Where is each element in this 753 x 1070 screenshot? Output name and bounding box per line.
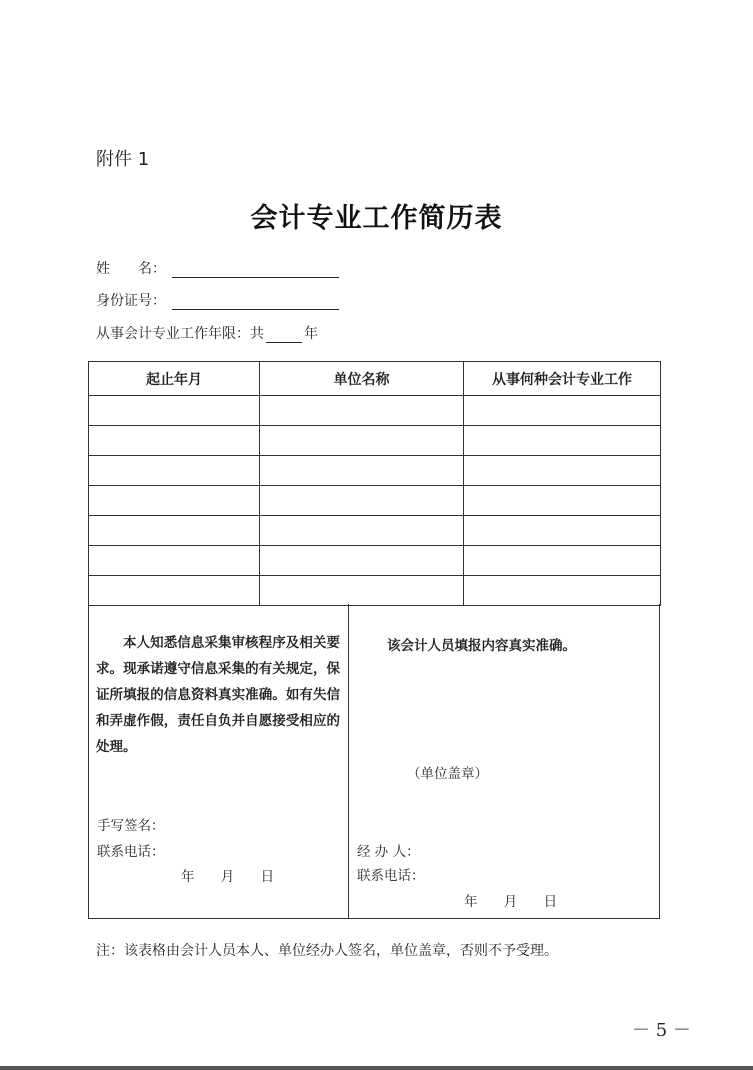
- personal-pledge-cell: [89, 604, 349, 918]
- table-cell[interactable]: [89, 396, 260, 426]
- table-cell[interactable]: [89, 546, 260, 576]
- table-cell[interactable]: [260, 456, 464, 486]
- table-row: [89, 576, 661, 606]
- pledge-text: 本人知悉信息采集审核程序及相关要求。现承诺遵守信息采集的有关规定，保证所填报的信息资料真实准确。如有失信和弄虚作假，责任自负并自愿接受相应的处理。: [96, 635, 340, 755]
- years-label: 从事会计专业工作年限：共: [96, 326, 264, 342]
- table-cell[interactable]: [464, 546, 661, 576]
- col-header-work: 从事何种会计专业工作: [464, 362, 661, 396]
- table-cell[interactable]: [260, 486, 464, 516]
- col-header-period: 起止年月: [89, 362, 260, 396]
- table-row: [89, 456, 661, 486]
- personal-date: 年 月 日: [181, 869, 275, 885]
- table-cell[interactable]: [89, 486, 260, 516]
- table-row: [89, 486, 661, 516]
- table-cell[interactable]: [89, 576, 260, 606]
- personal-phone-label: 联系电话：: [97, 844, 165, 860]
- unit-confirm-cell: [349, 604, 659, 918]
- handler-label: 经 办 人：: [357, 844, 420, 860]
- table-cell[interactable]: [464, 396, 661, 426]
- table-header-row: [89, 362, 661, 396]
- table-cell[interactable]: [260, 576, 464, 606]
- name-blank[interactable]: [172, 261, 339, 278]
- table-row: [89, 516, 661, 546]
- declaration-box: [88, 604, 660, 919]
- id-label: 身份证号：: [96, 293, 166, 309]
- table-cell[interactable]: [260, 516, 464, 546]
- signature-label: 手写签名：: [97, 818, 165, 834]
- table-row: [89, 426, 661, 456]
- col-header-unit: 单位名称: [260, 362, 464, 396]
- page-number: － 5 －: [632, 1020, 691, 1041]
- years-suffix: 年: [304, 326, 318, 342]
- table-cell[interactable]: [89, 516, 260, 546]
- years-field: [96, 323, 318, 343]
- table-row: [89, 546, 661, 576]
- table-cell[interactable]: [464, 486, 661, 516]
- table-cell[interactable]: [260, 546, 464, 576]
- id-blank[interactable]: [172, 293, 339, 310]
- unit-phone-label: 联系电话：: [357, 868, 425, 884]
- attachment-label: 附件 1: [96, 149, 150, 170]
- unit-date: 年 月 日: [464, 894, 558, 910]
- table-cell[interactable]: [260, 426, 464, 456]
- table-cell[interactable]: [89, 426, 260, 456]
- page-bottom-divider: [0, 1066, 753, 1070]
- resume-table: [88, 361, 661, 606]
- id-field: [96, 290, 339, 310]
- table-cell[interactable]: [464, 426, 661, 456]
- name-label: 姓 名：: [96, 261, 166, 277]
- table-cell[interactable]: [464, 456, 661, 486]
- years-blank[interactable]: [266, 326, 302, 343]
- table-cell[interactable]: [89, 456, 260, 486]
- page-title: 会计专业工作简历表: [250, 203, 503, 234]
- table-cell[interactable]: [464, 516, 661, 546]
- table-row: [89, 396, 661, 426]
- table-cell[interactable]: [464, 576, 661, 606]
- unit-confirm-text: 该会计人员填报内容真实准确。: [387, 638, 576, 654]
- table-cell[interactable]: [260, 396, 464, 426]
- unit-seal-label: （单位盖章）: [407, 766, 488, 782]
- name-field: [96, 258, 339, 278]
- footnote: 注：该表格由会计人员本人、单位经办人签名，单位盖章，否则不予受理。: [96, 943, 558, 959]
